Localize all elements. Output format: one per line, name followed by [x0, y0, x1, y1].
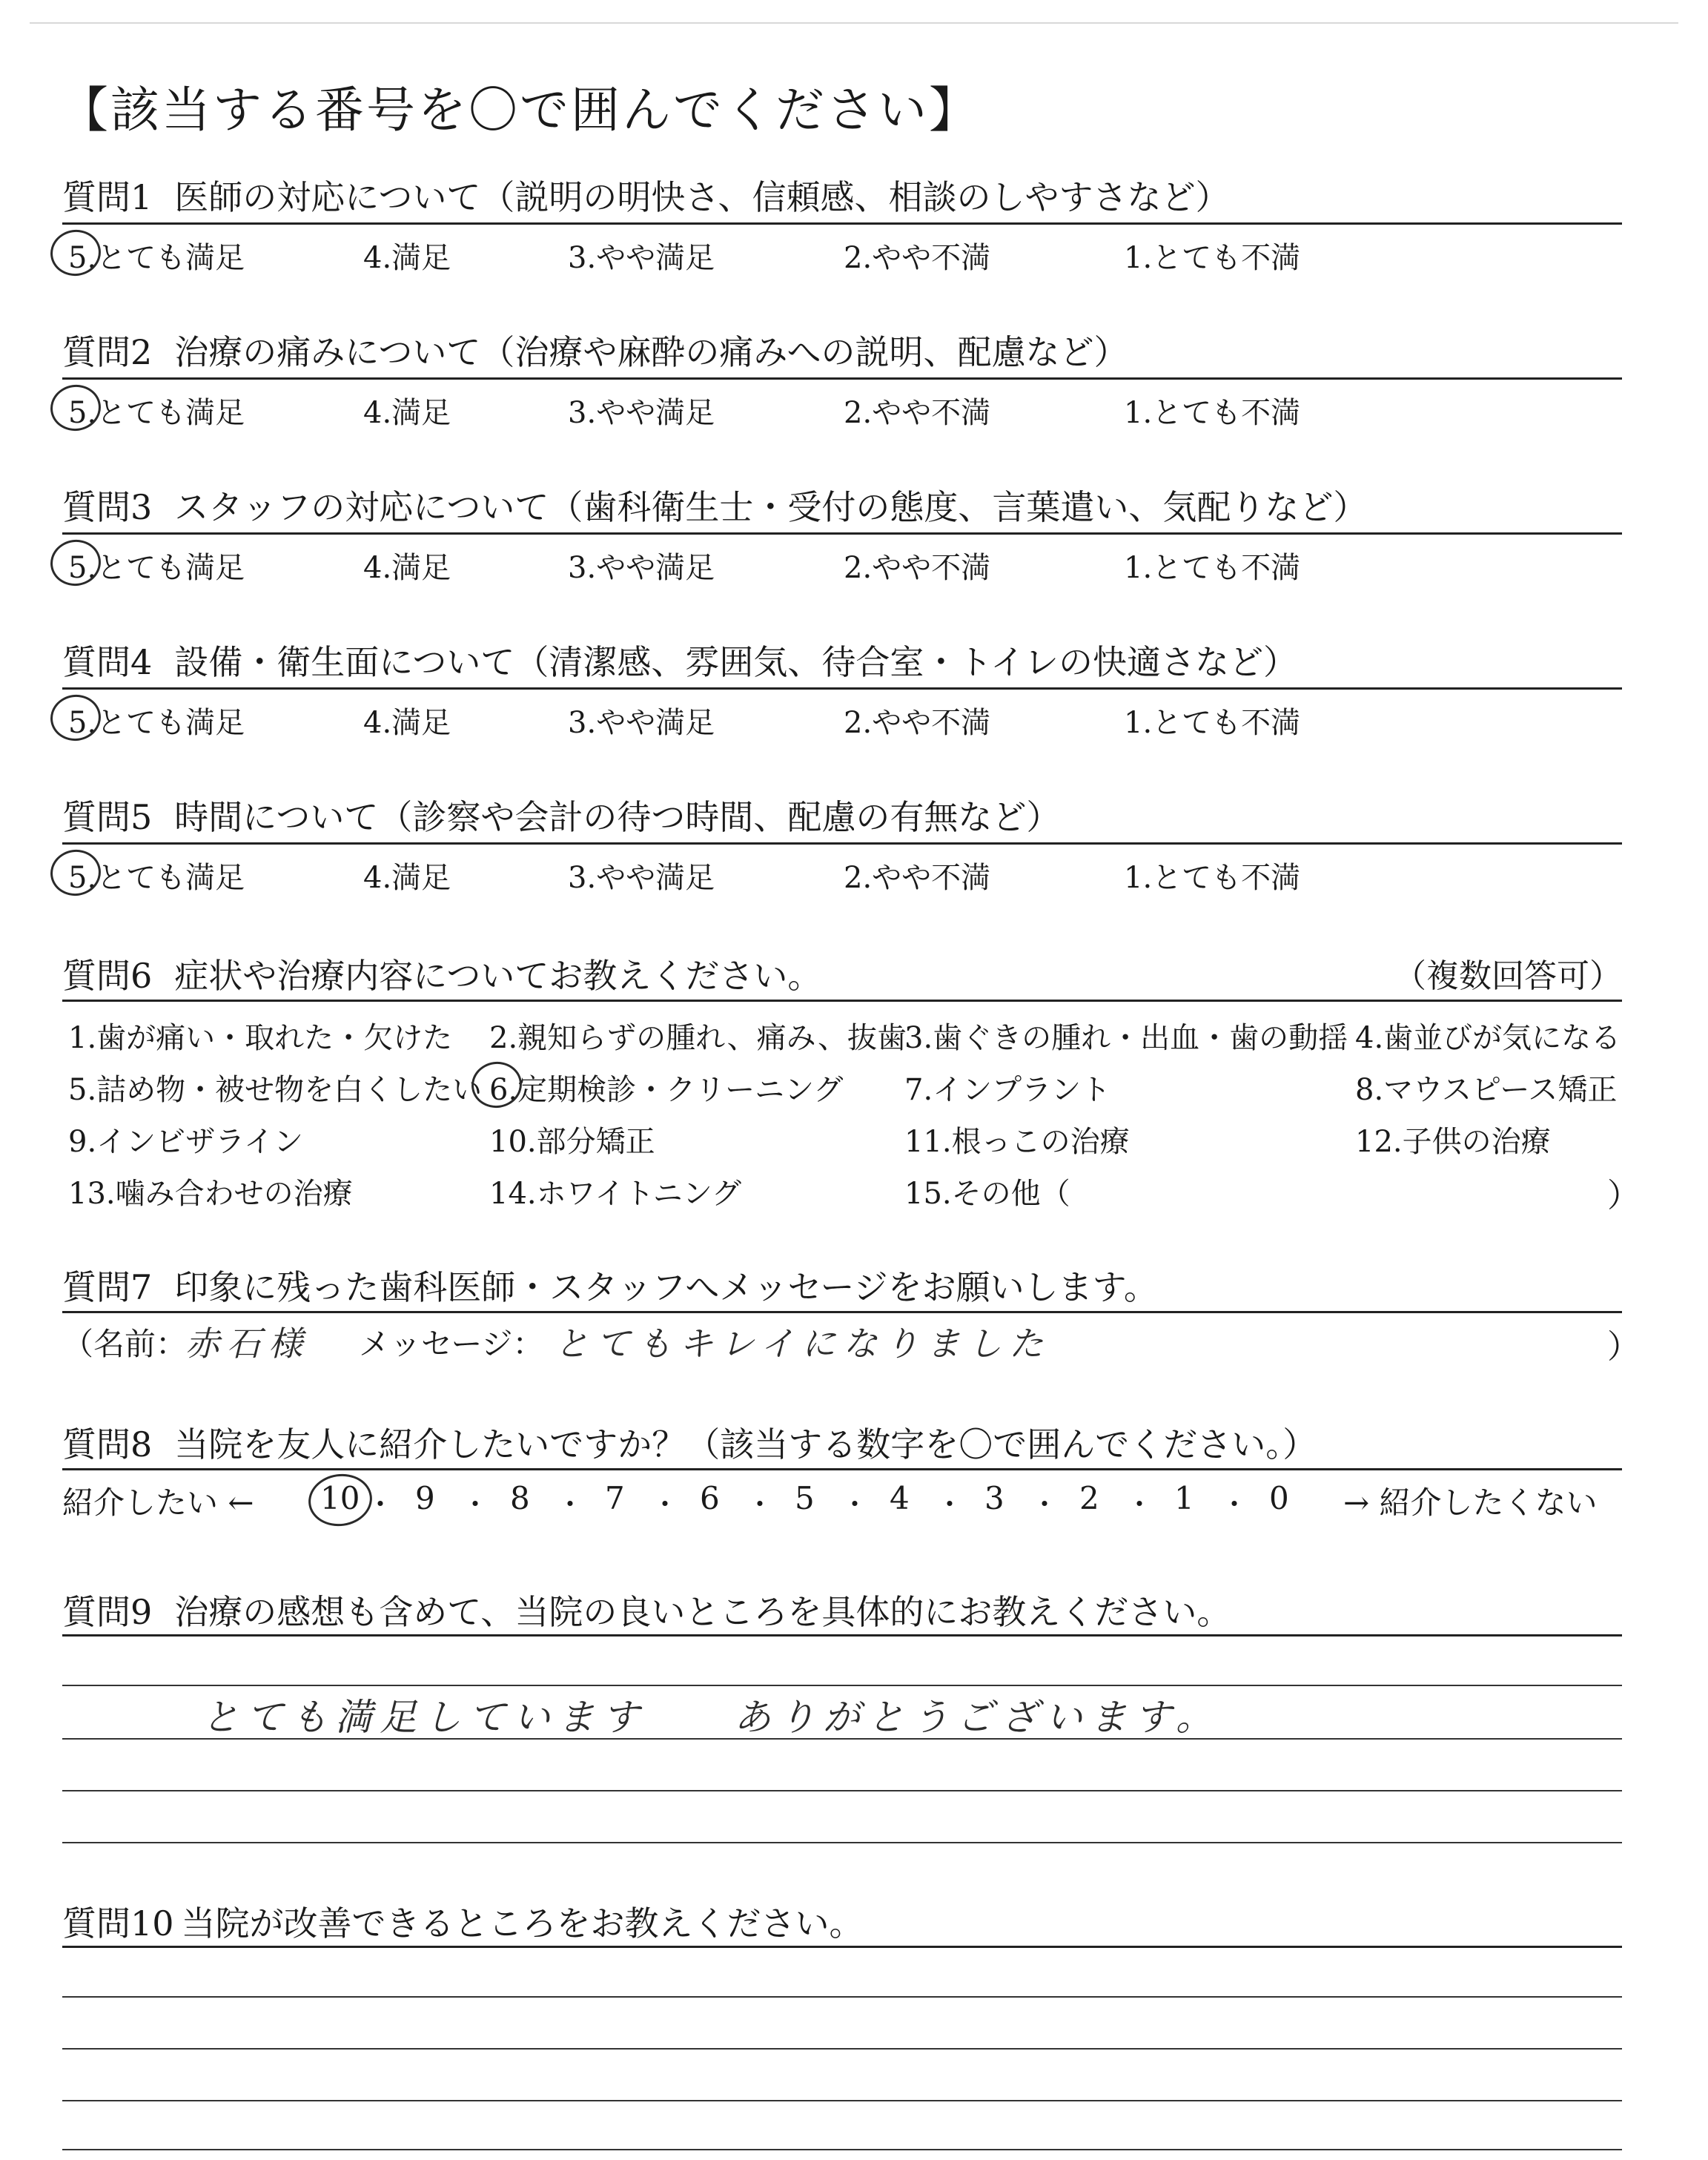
q5-option-5[interactable]: 5.とても満足 — [68, 861, 245, 895]
q6-option-7[interactable]: 7.インプラント — [904, 1073, 1111, 1107]
q7-close-paren: ） — [1607, 1328, 1640, 1366]
q4-title — [62, 635, 1297, 684]
q6-other-close-paren: ） — [1607, 1177, 1640, 1215]
q6-option-3[interactable]: 3.歯ぐきの腫れ・出血・歯の動揺 — [904, 1021, 1348, 1055]
q2-number: 質問2 — [62, 332, 153, 372]
q4-option-3[interactable]: 3.やや満足 — [568, 706, 715, 740]
q2-option-4[interactable]: 4.満足 — [363, 396, 451, 430]
q2-rule — [62, 377, 1622, 380]
q8-score-6[interactable]: 6 — [700, 1480, 720, 1516]
q6-number: 質問6 — [62, 956, 153, 996]
q5-text: 時間について（診察や会計の待つ時間、配慮の有無など） — [174, 797, 1061, 837]
q9-answer-part1[interactable]: とても満足しています — [202, 1696, 646, 1739]
q4-option-4[interactable]: 4.満足 — [363, 706, 451, 740]
q9-rule — [62, 1634, 1622, 1636]
q10-writing-line — [62, 2100, 1622, 2101]
q7-title — [62, 1261, 1158, 1309]
q8-text: 当院を友人に紹介したいですか？（該当する数字を〇で囲んでください。） — [174, 1424, 1317, 1464]
q3-number: 質問3 — [62, 487, 153, 527]
q10-writing-line — [62, 2149, 1622, 2150]
q1-option-3[interactable]: 3.やや満足 — [568, 241, 715, 275]
page-title: 【該当する番号を〇で囲んでください】 — [59, 82, 980, 139]
q4-option-1[interactable]: 1.とても不満 — [1124, 706, 1301, 740]
q8-score-1[interactable]: 1 — [1174, 1480, 1194, 1516]
q8-separator-dot: ・ — [1220, 1488, 1249, 1521]
q8-title — [62, 1418, 1317, 1467]
q2-option-2[interactable]: 2.やや不満 — [844, 396, 991, 430]
q6-option-9[interactable]: 9.インビザライン — [68, 1125, 303, 1159]
q4-option-5[interactable]: 5.とても満足 — [68, 706, 245, 740]
q6-option-10[interactable]: 10.部分矯正 — [489, 1125, 655, 1159]
q6-option-12[interactable]: 12.子供の治療 — [1355, 1125, 1551, 1159]
q7-name-value[interactable]: 赤石様 — [185, 1324, 310, 1364]
q8-score-10[interactable]: 10 — [320, 1480, 360, 1516]
q8-separator-dot: ・ — [366, 1488, 395, 1521]
q7-rule — [62, 1311, 1622, 1313]
q8-separator-dot: ・ — [1030, 1488, 1059, 1521]
q1-option-5[interactable]: 5.とても満足 — [68, 241, 245, 275]
q8-separator-dot: ・ — [461, 1488, 490, 1521]
q2-text: 治療の痛みについて（治療や麻酔の痛みへの説明、配慮など） — [174, 332, 1128, 372]
q8-separator-dot: ・ — [936, 1488, 964, 1521]
q8-separator-dot: ・ — [556, 1488, 585, 1521]
q3-text: スタッフの対応について（歯科衛生士・受付の態度、言葉遣い、気配りなど） — [174, 487, 1368, 527]
q3-option-1[interactable]: 1.とても不満 — [1124, 551, 1301, 585]
q5-option-2[interactable]: 2.やや不満 — [844, 861, 991, 895]
q4-text: 設備・衛生面について（清潔感、雰囲気、待合室・トイレの快適さなど） — [174, 642, 1298, 682]
q6-option-13[interactable]: 13.噛み合わせの治療 — [68, 1177, 353, 1211]
q8-score-4[interactable]: 4 — [890, 1480, 910, 1516]
q8-left-label: 紹介したい ← — [62, 1484, 254, 1521]
q7-name-label: （名前： — [62, 1326, 188, 1362]
q8-right-label: → 紹介したくない — [1343, 1484, 1598, 1521]
q8-score-8[interactable]: 8 — [510, 1480, 530, 1516]
q1-text: 医師の対応について（説明の明快さ、信頼感、相談のしやすさなど） — [174, 177, 1230, 217]
q9-writing-line — [62, 1842, 1622, 1843]
q1-rule — [62, 222, 1622, 225]
q8-number: 質問8 — [62, 1424, 153, 1464]
q7-message-label: メッセージ： — [359, 1326, 544, 1362]
q4-rule — [62, 687, 1622, 690]
q4-number: 質問4 — [62, 642, 153, 682]
q5-option-3[interactable]: 3.やや満足 — [568, 861, 715, 895]
q2-title — [62, 326, 1128, 374]
q9-writing-line — [62, 1685, 1622, 1686]
q8-separator-dot: ・ — [841, 1488, 870, 1521]
q5-option-4[interactable]: 4.満足 — [363, 861, 451, 895]
q1-number: 質問1 — [62, 177, 153, 217]
q8-score-2[interactable]: 2 — [1079, 1480, 1099, 1516]
q6-option-14[interactable]: 14.ホワイトニング — [489, 1177, 742, 1211]
q9-answer-part2[interactable]: ありがとうございます。 — [734, 1696, 1220, 1739]
q8-rule — [62, 1468, 1622, 1470]
q8-separator-dot: ・ — [651, 1488, 680, 1521]
q9-writing-line — [62, 1738, 1622, 1740]
q2-option-5[interactable]: 5.とても満足 — [68, 396, 245, 430]
q10-text: 当院が改善できるところをお教えください。 — [181, 1903, 864, 1943]
q8-score-3[interactable]: 3 — [984, 1480, 1004, 1516]
q8-selected-circle — [305, 1470, 376, 1530]
q8-score-5[interactable]: 5 — [795, 1480, 815, 1516]
q9-title — [62, 1585, 1231, 1634]
q6-option-4[interactable]: 4.歯並びが気になる — [1355, 1021, 1621, 1055]
q1-option-2[interactable]: 2.やや不満 — [844, 241, 991, 275]
q7-text: 印象に残った歯科医師・スタッフへメッセージをお願いします。 — [174, 1267, 1158, 1307]
q10-writing-line — [62, 1996, 1622, 1998]
q8-score-9[interactable]: 9 — [415, 1480, 435, 1516]
q6-option-5[interactable]: 5.詰め物・被せ物を白くしたい — [68, 1073, 483, 1107]
q2-option-1[interactable]: 1.とても不満 — [1124, 396, 1301, 430]
q9-number: 質問9 — [62, 1592, 153, 1632]
q9-text: 治療の感想も含めて、当院の良いところを具体的にお教えください。 — [174, 1592, 1231, 1632]
q6-option-8[interactable]: 8.マウスピース矯正 — [1355, 1073, 1618, 1107]
q6-rule — [62, 1000, 1622, 1002]
q3-title — [62, 480, 1367, 529]
q8-score-0[interactable]: 0 — [1269, 1480, 1289, 1516]
q1-option-4[interactable]: 4.満足 — [363, 241, 451, 275]
q5-option-1[interactable]: 1.とても不満 — [1124, 861, 1301, 895]
q6-option-6[interactable]: 6.定期検診・クリーニング — [489, 1073, 844, 1107]
q6-note: （複数回答可） — [1394, 957, 1622, 995]
q8-separator-dot: ・ — [746, 1488, 775, 1521]
q2-option-3[interactable]: 3.やや満足 — [568, 396, 715, 430]
q6-text: 症状や治療内容についてお教えください。 — [174, 956, 822, 996]
q5-title — [62, 790, 1060, 839]
q3-option-4[interactable]: 4.満足 — [363, 551, 451, 585]
q6-option-1[interactable]: 1.歯が痛い・取れた・欠けた — [68, 1021, 453, 1055]
q6-option-11[interactable]: 11.根っこの治療 — [904, 1125, 1130, 1159]
q8-score-7[interactable]: 7 — [605, 1480, 625, 1516]
q10-number: 質問10 — [62, 1903, 174, 1943]
q1-title — [62, 171, 1230, 219]
q5-rule — [62, 842, 1622, 845]
q5-number: 質問5 — [62, 797, 153, 837]
q6-option-15[interactable]: 15.その他（ — [904, 1177, 1070, 1211]
page-top-border — [30, 22, 1678, 24]
q9-writing-line — [62, 1790, 1622, 1791]
q7-number: 質問7 — [62, 1267, 153, 1307]
q6-option-2[interactable]: 2.親知らずの腫れ、痛み、抜歯 — [489, 1021, 907, 1055]
q8-separator-dot: ・ — [1125, 1488, 1154, 1521]
q3-rule — [62, 532, 1622, 535]
q1-option-1[interactable]: 1.とても不満 — [1124, 241, 1301, 275]
q7-message-value[interactable]: とてもキレイになりました — [555, 1324, 1051, 1364]
q3-option-2[interactable]: 2.やや不満 — [844, 551, 991, 585]
q10-rule — [62, 1946, 1622, 1948]
q10-title — [62, 1897, 864, 1946]
q6-title — [62, 949, 821, 998]
q10-writing-line — [62, 2048, 1622, 2050]
q3-option-3[interactable]: 3.やや満足 — [568, 551, 715, 585]
q3-option-5[interactable]: 5.とても満足 — [68, 551, 245, 585]
q4-option-2[interactable]: 2.やや不満 — [844, 706, 991, 740]
